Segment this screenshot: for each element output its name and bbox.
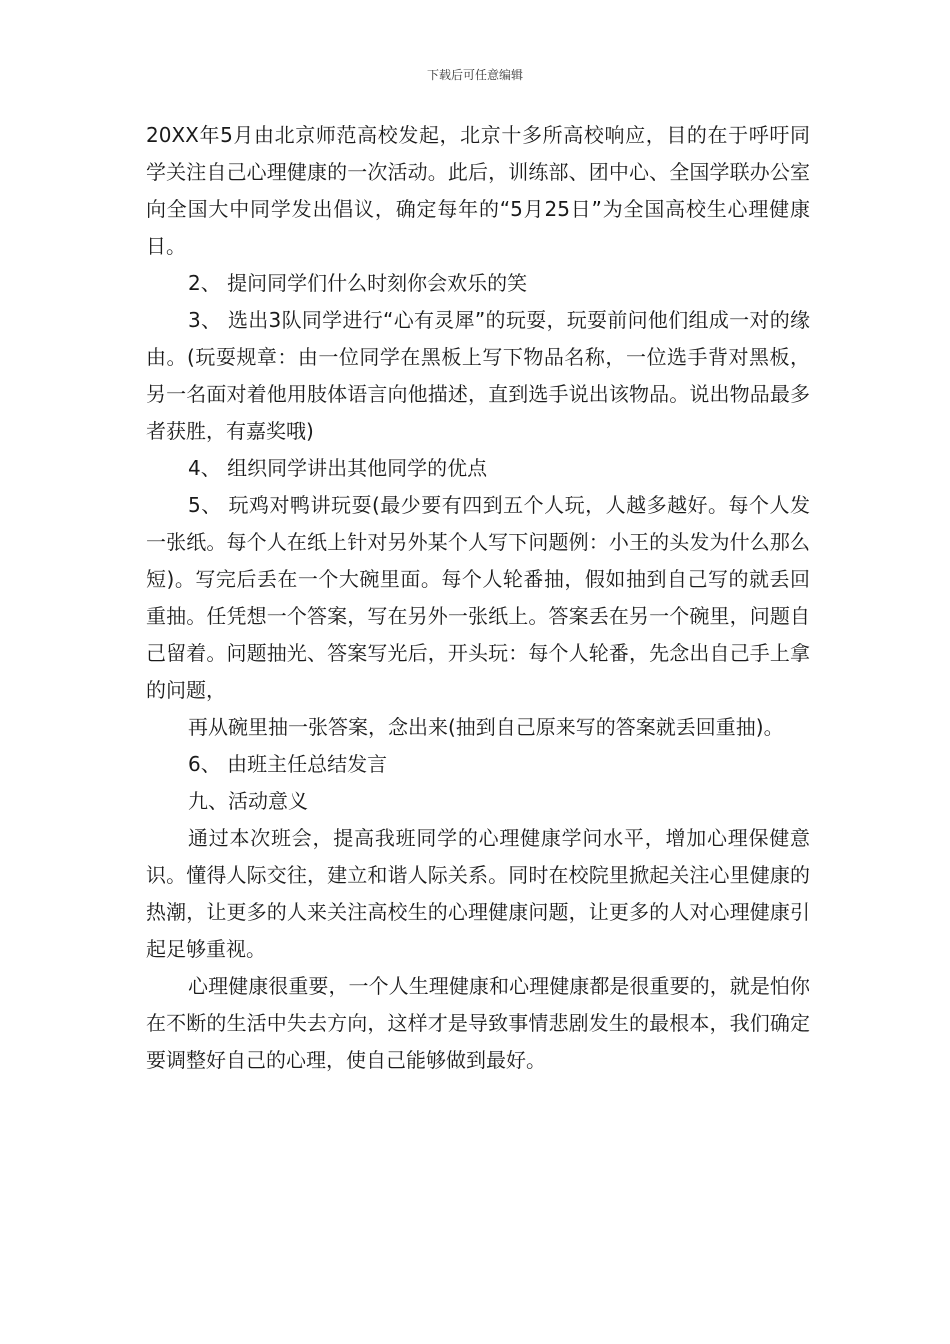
paragraph-step-3: 3、 选出3队同学进行“心有灵犀”的玩耍，玩耍前问他们组成一对的缘由。(玩耍规章：由一位同学在黑板上写下物品名称，一位选手背对黑板，另一名面对着他用肢体语言向他描述，直到选手说出该物品。说出物品最多者获胜，有嘉奖哦) xyxy=(146,308,810,443)
page-header: 下载后可任意编辑 xyxy=(426,68,523,82)
paragraph-step-6: 6、 由班主任总结发言 xyxy=(188,752,388,776)
paragraph-step-4: 4、 组织同学讲出其他同学的优点 xyxy=(188,456,488,480)
document-body xyxy=(146,117,810,1079)
paragraph-significance: 通过本次班会，提高我班同学的心理健康学问水平，增加心理保健意识。懂得人际交往，建立和谐人际关系。同时在校院里掀起关注心里健康的热潮，让更多的人来关注高校生的心理健康问题，让更多的人对心理健康引起足够重视。 xyxy=(146,826,810,961)
section-heading-significance: 九、活动意义 xyxy=(188,789,308,813)
paragraph-step-5: 5、 玩鸡对鸭讲玩耍(最少要有四到五个人玩，人越多越好。每个人发一张纸。每个人在纸上针对另外某个人写下问题例：小王的头发为什么那么短)。写完后丢在一个大碗里面。每个人轮番抽，假如抽到自己写的就丢回重抽。任凭想一个答案，写在另外一张纸上。答案丢在另一个碗里，问题自己留着。问题抽光、答案写光后，开头玩：每个人轮番，先念出自己手上拿的问题， xyxy=(146,493,810,702)
paragraph-step-2: 2、 提问同学们什么时刻你会欢乐的笑 xyxy=(188,271,528,295)
paragraph-intro: 20XX年5月由北京师范高校发起，北京十多所高校响应，目的在于呼吁同学关注自己心理健康的一次活动。此后，训练部、团中心、全国学联办公室向全国大中同学发出倡议，确定每年的“5月25日”为全国高校生心理健康日。 xyxy=(146,123,810,258)
paragraph-conclusion: 心理健康很重要，一个人生理健康和心理健康都是很重要的，就是怕你在不断的生活中失去方向，这样才是导致事情悲剧发生的最根本，我们确定要调整好自己的心理，使自己能够做到最好。 xyxy=(146,974,810,1072)
paragraph-step-5-continued: 再从碗里抽一张答案，念出来(抽到自己原来写的答案就丢回重抽)。 xyxy=(188,715,784,739)
